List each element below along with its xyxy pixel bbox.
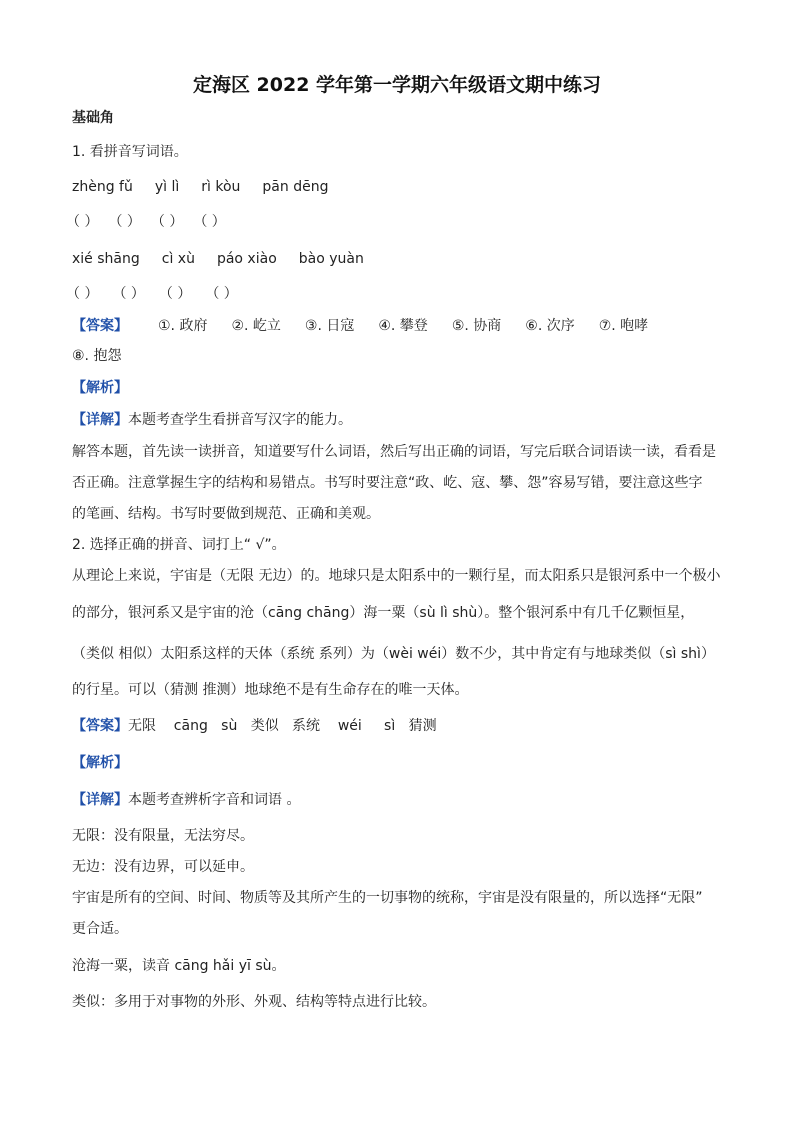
answer-tag: 【答案】 [72,318,128,334]
answer-blanks-row-1 [66,212,226,232]
pinyin-3: rì kòu [201,179,241,195]
blank-8: （ ） [205,286,238,302]
answer-item: ②. 屹立 [231,318,281,334]
detail-line [72,790,300,810]
detail-line [72,410,352,430]
question-1-stem: 1. 看拼音写词语。 [72,144,188,160]
pinyin-4: pān dēng [262,179,329,195]
passage-line-2: 的部分，银河系又是宇宙的沧（cāng chāng）海一粟（sù lì shù）。整个银河系中有几千亿颗恒星， [72,605,695,621]
blank-3: （ ） [150,214,184,230]
detail-tag: 【详解】 [72,792,128,808]
detail-text: 本题考查辨析字音和词语 。 [128,792,301,808]
answer-item: ⑦. 咆哮 [598,318,649,334]
pinyin-1: zhèng fǔ [72,179,133,195]
definition-line-1: 无限：没有限量，无法穷尽。 [72,828,254,844]
page-title: 定海区 2022 学年第一学期六年级语文期中练习 [192,74,602,96]
blank-4: （ ） [193,214,226,230]
definition-line-3: 宇宙是所有的空间、时间、物质等及其所产生的一切事物的统称，宇宙是没有限量的，所以选择“无限” [72,890,703,906]
question-2-stem: 2. 选择正确的拼音、词打上“ √”。 [72,537,286,553]
blank-6: （ ） [112,286,145,302]
pinyin-row-2 [72,249,364,269]
answer-tag: 【答案】 [72,718,128,734]
definition-line-5: 沧海一粟，读音 cāng hǎi yī sù。 [72,958,286,974]
definition-line-6: 类似：多用于对事物的外形、外观、结构等特点进行比较。 [72,994,436,1010]
answer-blanks-row-2 [66,284,238,304]
blank-5: （ ） [66,286,99,302]
answer-item-last: ⑧. 抱怨 [72,348,122,364]
answer-item: ⑥. 次序 [525,318,575,334]
answer-text: 无限 cāng sù 类似 系统 wéi sì 猜测 [128,718,437,734]
answer-item: ⑤. 协商 [451,318,502,334]
explanation-line-2: 否正确。注意掌握生字的结构和易错点。书写时要注意“政、屹、寇、攀、怨”容易写错，要注意这些字 [72,475,703,491]
analysis-tag: 【解析】 [72,380,128,396]
passage-line-4: 的行星。可以（猜测 推测）地球绝不是有生命存在的唯一天体。 [72,682,469,698]
pinyin-2: yì lì [154,179,180,195]
passage-line-3: （类似 相似）太阳系这样的天体（系统 系列）为（wèi wéi）数不少，其中肯定有与地球类似（sì shì） [72,646,715,662]
pinyin-5: xié shāng [72,251,140,267]
question-1-answer [72,316,648,336]
analysis-tag: 【解析】 [72,755,128,771]
question-2-answer [72,716,437,736]
pinyin-6: cì xù [161,251,195,267]
definition-line-4: 更合适。 [72,921,128,937]
blank-7: （ ） [158,286,192,302]
detail-tag: 【详解】 [72,412,128,428]
answer-item: ③. 日寇 [304,318,355,334]
explanation-line-1: 解答本题，首先读一读拼音，知道要写什么词语，然后写出正确的词语，写完后联合词语读一读，看看是 [72,444,716,460]
explanation-line-3: 的笔画、结构。书写时要做到规范、正确和美观。 [72,506,380,522]
detail-text: 本题考查学生看拼音写汉字的能力。 [128,412,352,428]
section-heading: 基础角 [72,110,114,126]
pinyin-7: páo xiào [216,251,277,267]
answer-item: ①. 政府 [158,318,208,334]
blank-1: （ ） [66,214,99,230]
passage-line-1: 从理论上来说，宇宙是（无限 无边）的。地球只是太阳系中的一颗行星，而太阳系只是银河系中一个极小 [72,568,721,584]
definition-line-2: 无边：没有边界，可以延申。 [72,859,254,875]
pinyin-row-1 [72,177,328,197]
answer-item: ④. 攀登 [378,318,428,334]
blank-2: （ ） [108,214,141,230]
pinyin-8: bào yuàn [298,251,364,267]
